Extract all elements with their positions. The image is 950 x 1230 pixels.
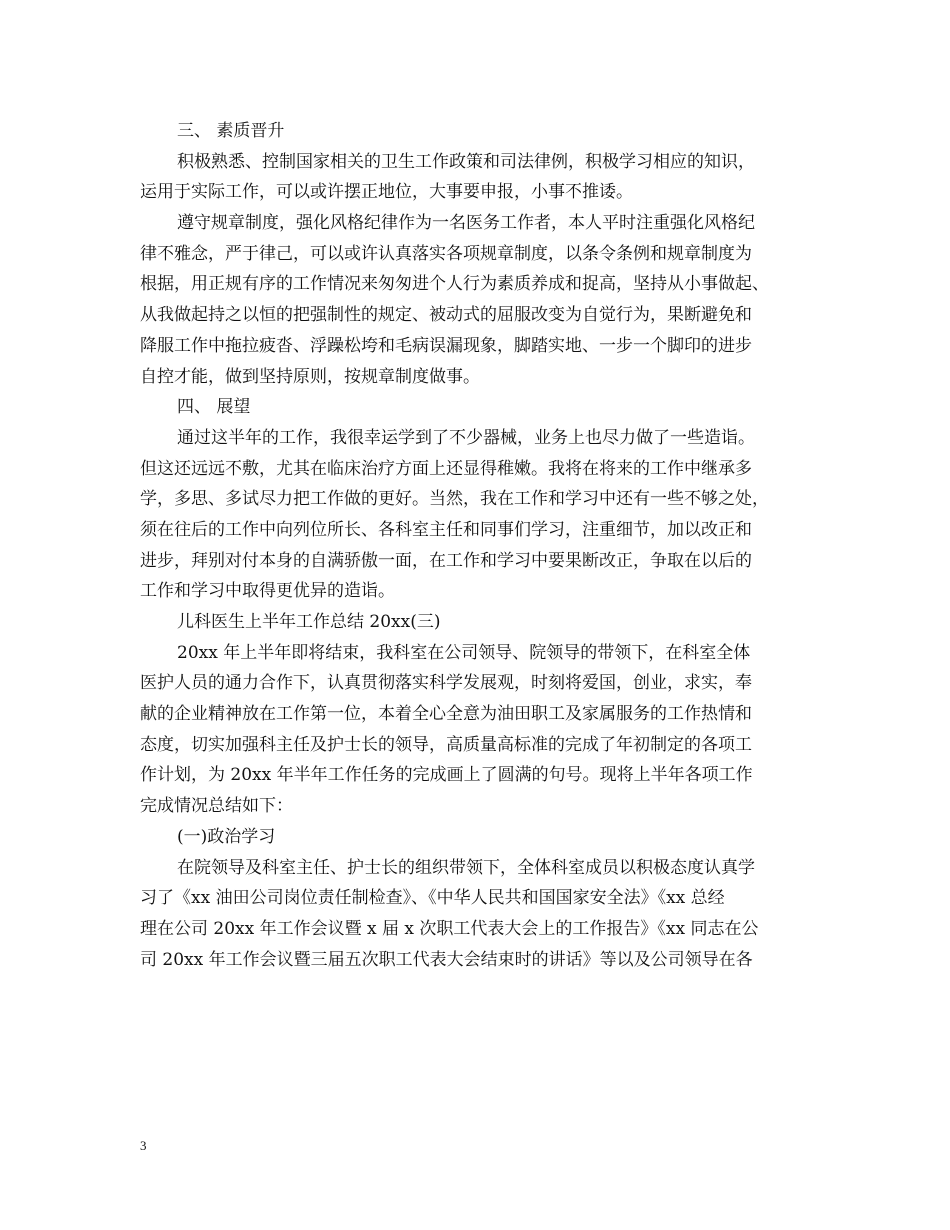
paragraph-line: 习了《xx 油田公司岗位责任制检查》、《中华人民共和国国家安全法》《xx 总经 xyxy=(140,888,725,909)
document-title: 儿科医生上半年工作总结 20xx(三) xyxy=(177,612,441,632)
paragraph-line: 积极熟悉、控制国家相关的卫生工作政策和司法律例，积极学习相应的知识， xyxy=(177,151,755,172)
paragraph-line: 通过这半年的工作，我很幸运学到了不少器械，业务上也尽力做了一些造诣。 xyxy=(177,427,755,448)
paragraph-line: 在院领导及科室主任、护士长的组织带领下，全体科室成员以积极态度认真学 xyxy=(177,857,755,878)
paragraph-line: 学，多思、多试尽力把工作做的更好。当然，我在工作和学习中还有一些不够之处， xyxy=(140,489,769,510)
paragraph-line: 自控才能，做到坚持原则，按规章制度做事。 xyxy=(140,366,480,387)
paragraph-line: 司 20xx 年工作会议暨三届五次职工代表大会结束时的讲话》等以及公司领导在各 xyxy=(140,949,753,970)
body-text xyxy=(140,116,820,975)
section-heading: 三、 素质晋升 xyxy=(177,121,285,141)
paragraph-line: 运用于实际工作，可以或许摆正地位，大事要申报，小事不推诿。 xyxy=(140,182,633,203)
paragraph-line: 根据，用正规有序的工作情况来匆匆进个人行为素质养成和捉高，坚持从小事做起、 xyxy=(140,274,769,295)
paragraph-line: 从我做起持之以恒的把强制性的规定、被动式的屈服改变为自觉行为，果断避免和 xyxy=(140,305,752,326)
page-number: 3 xyxy=(140,1138,147,1153)
paragraph-line: 工作和学习中取得更优异的造诣。 xyxy=(140,581,395,602)
paragraph-line: 理在公司 20xx 年工作会议暨 x 届 x 次职工代表大会上的工作报告》《xx 同志在公 xyxy=(140,918,759,939)
section-heading: 四、 展望 xyxy=(177,397,251,418)
paragraph-line: 遵守规章制度，强化风格纪律作为一名医务工作者，本人平时注重强化风格纪 xyxy=(177,213,755,234)
paragraph-line: 态度，切实加强科主任及护士长的领导，高质量高标准的完成了年初制定的各项工 xyxy=(140,734,752,755)
paragraph-line: 进步，拜别对付本身的自满骄傲一面，在工作和学习中要果断改正，争取在以后的 xyxy=(140,550,752,571)
paragraph-line: 律不雅念，严于律己，可以或许认真落实各项规章制度，以条令条例和规章制度为 xyxy=(140,243,752,264)
paragraph-line: 20xx 年上半年即将结束，我科室在公司领导、院领导的带领下，在科室全体 xyxy=(177,642,751,663)
paragraph-line: 献的企业精神放在工作第一位，本着全心全意为油田职工及家属服务的工作热情和 xyxy=(140,704,752,725)
section-heading: (一)政治学习 xyxy=(177,826,276,847)
paragraph-line: 降服工作中拖拉疲沓、浮躁松垮和毛病误漏现象，脚踏实地、一步一个脚印的进步 xyxy=(140,335,752,356)
paragraph-line: 医护人员的通力合作下，认真贯彻落实科学发展观，时刻将爱国，创业，求实，奉 xyxy=(140,673,752,694)
paragraph-line: 须在往后的工作中向列位所长、各科室主任和同事们学习，注重细节，加以改正和 xyxy=(140,519,752,540)
paragraph-line: 作计划，为 20xx 年半年工作任务的完成画上了圆满的句号。现将上半年各项工作 xyxy=(140,765,753,786)
paragraph-line: 完成情况总结如下： xyxy=(140,796,293,817)
paragraph-line: 但这还远远不敷，尤其在临床治疗方面上还显得稚嫩。我将在将来的工作中继承多 xyxy=(140,458,752,479)
